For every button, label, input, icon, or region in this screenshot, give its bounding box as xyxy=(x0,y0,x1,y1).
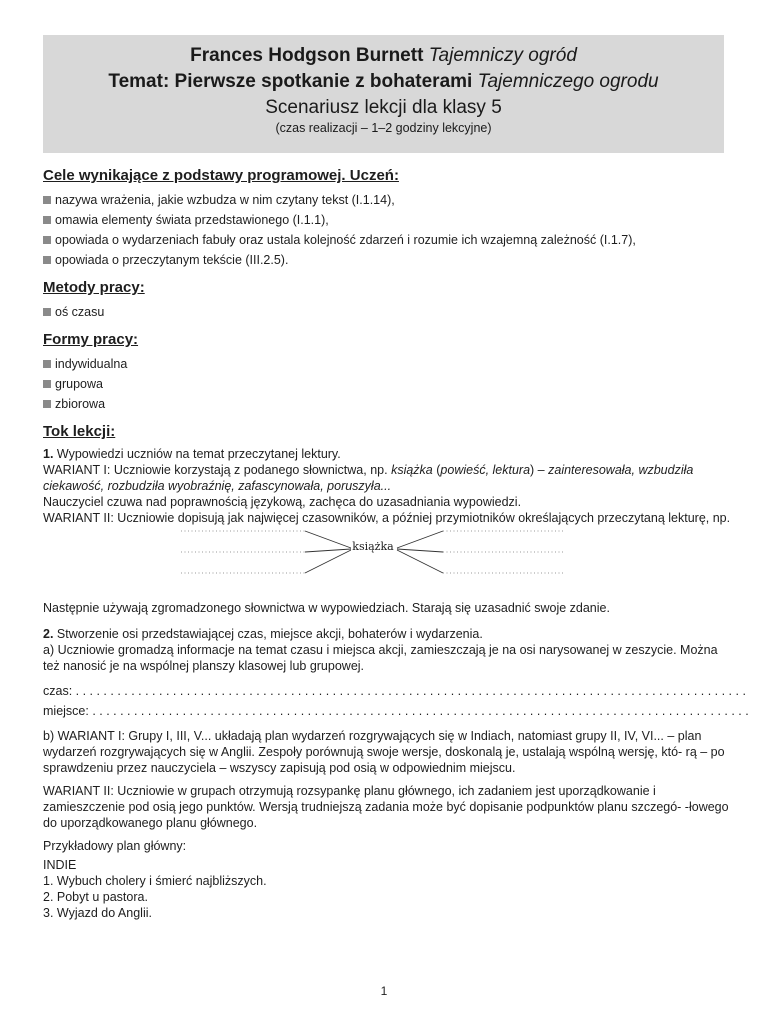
list-item: indywidualna xyxy=(43,354,733,374)
header-box xyxy=(43,35,724,153)
bullet-square-icon xyxy=(43,400,51,408)
forms-list xyxy=(43,354,733,414)
plan-intro: Przykładowy plan główny: xyxy=(43,839,187,853)
document-body xyxy=(43,166,749,921)
goals-list xyxy=(43,190,733,270)
list-item: grupowa xyxy=(43,374,733,394)
goals-title: Cele wynikające z podstawy programowej. Uczeń: xyxy=(43,167,399,184)
plan-item: 2. Pobyt u pastora. xyxy=(43,890,148,904)
course-title: Tok lekcji: xyxy=(43,423,116,440)
list-item: zbiorowa xyxy=(43,394,733,414)
plan-item: 3. Wyjazd do Anglii. xyxy=(43,906,152,920)
czas-line: czas: . . . . . . . . . . . . . . . . . . . . . . . . . . . . . . . . . . . . . . . . . . . . . . . . . . . . . . . . . . . . . . . . . . . . . . . . . . . . . . . . . . . . . . . . . . . . . . . . . xyxy=(43,684,746,698)
step-1: 1. Wypowiedzi uczniów na temat przeczytanej lektury. xyxy=(43,447,341,461)
step-2: 2. Stworzenie osi przedstawiającej czas, miejsce akcji, bohaterów i wydarzenia. xyxy=(43,627,483,641)
list-item: nazywa wrażenia, jakie wzbudza w nim czytany tekst (I.1.14), xyxy=(43,190,733,210)
step-2a: a) Uczniowie gromadzą informacje na temat czasu i miejsca akcji, zamieszczają je na osi narysowanej w zeszycie. Można też nanosić je na wspólnej planszy klasowej lub grupowej. xyxy=(43,643,718,673)
step-2b: b) WARIANT I: Grupy I, III, V... układają plan wydarzeń rozgrywających się w Indiach, natomiast grupy II, IV, VI... – plan wydarzeń rozgrywających się w Anglii. Zespoły porównują swoje wersje, doskonalą je, ustalają wspólną wersję, któ- rą – po sprawdzeniu przez nauczyciela – wszyscy zapisują pod osią w odpowiednim miejscu. xyxy=(43,729,725,775)
variant-1: WARIANT I: Uczniowie korzystają z podanego słownictwa, np. książka (powieść, lektura) – zainteresowała, wzbudziła ciekawość, rozbudziła wyobraźnię, zafascynowała, poruszyła... xyxy=(43,463,694,493)
variant-2b: WARIANT II: Uczniowie w grupach otrzymują rozsypankę planu głównego, ich zadaniem jest uporządkowanie i zamieszczenie pod osią jego punktów. Wersją trudniejszą zadania może być dopisanie podpunktów planu szczegó- -łowego do uporządkowanego planu głównego. xyxy=(43,784,729,830)
list-item: omawia elementy świata przedstawionego (I.1.1), xyxy=(43,210,733,230)
diagram-center-word: książka xyxy=(352,540,394,553)
diagram-lines xyxy=(43,526,733,592)
bullet-square-icon xyxy=(43,216,51,224)
header-line-1: Frances Hodgson Burnett Tajemniczy ogród xyxy=(190,45,577,66)
next-step: Następnie używają zgromadzonego słownictwa w wypowiedziach. Starają się uzasadnić swoje zdanie. xyxy=(43,601,610,615)
list-item: opowiada o przeczytanym tekście (III.2.5). xyxy=(43,250,733,270)
bullet-square-icon xyxy=(43,380,51,388)
bullet-square-icon xyxy=(43,360,51,368)
page-number: 1 xyxy=(380,984,388,998)
header-line-4: (czas realizacji – 1–2 godziny lekcyjne) xyxy=(275,121,492,135)
bullet-square-icon xyxy=(43,196,51,204)
plan-item: 1. Wybuch cholery i śmierć najbliższych. xyxy=(43,874,267,888)
list-item: oś czasu xyxy=(43,302,733,322)
plan-head: INDIE xyxy=(43,858,77,872)
bullet-square-icon xyxy=(43,308,51,316)
header-line-2: Temat: Pierwsze spotkanie z bohaterami Tajemniczego ogrodu xyxy=(108,71,659,92)
teacher-note: Nauczyciel czuwa nad poprawnością językową, zachęca do uzasadniania wypowiedzi. xyxy=(43,495,522,509)
word-diagram xyxy=(43,526,733,592)
methods-title: Metody pracy: xyxy=(43,279,145,296)
methods-list xyxy=(43,302,733,322)
header-line-3: Scenariusz lekcji dla klasy 5 xyxy=(265,97,502,118)
bullet-square-icon xyxy=(43,236,51,244)
forms-title: Formy pracy: xyxy=(43,331,139,348)
list-item: opowiada o wydarzeniach fabuły oraz ustala kolejność zdarzeń i rozumie ich wzajemną zależność (I.1.7), xyxy=(43,230,733,250)
miejsce-line: miejsce: . . . . . . . . . . . . . . . . . . . . . . . . . . . . . . . . . . . . . . . . . . . . . . . . . . . . . . . . . . . . . . . . . . . . . . . . . . . . . . . . . . . . . . . . . . . . . . . xyxy=(43,704,749,718)
variant-2: WARIANT II: Uczniowie dopisują jak najwięcej czasowników, a później przymiotników określających przeczytaną lekturę, np. xyxy=(43,511,731,525)
bullet-square-icon xyxy=(43,256,51,264)
